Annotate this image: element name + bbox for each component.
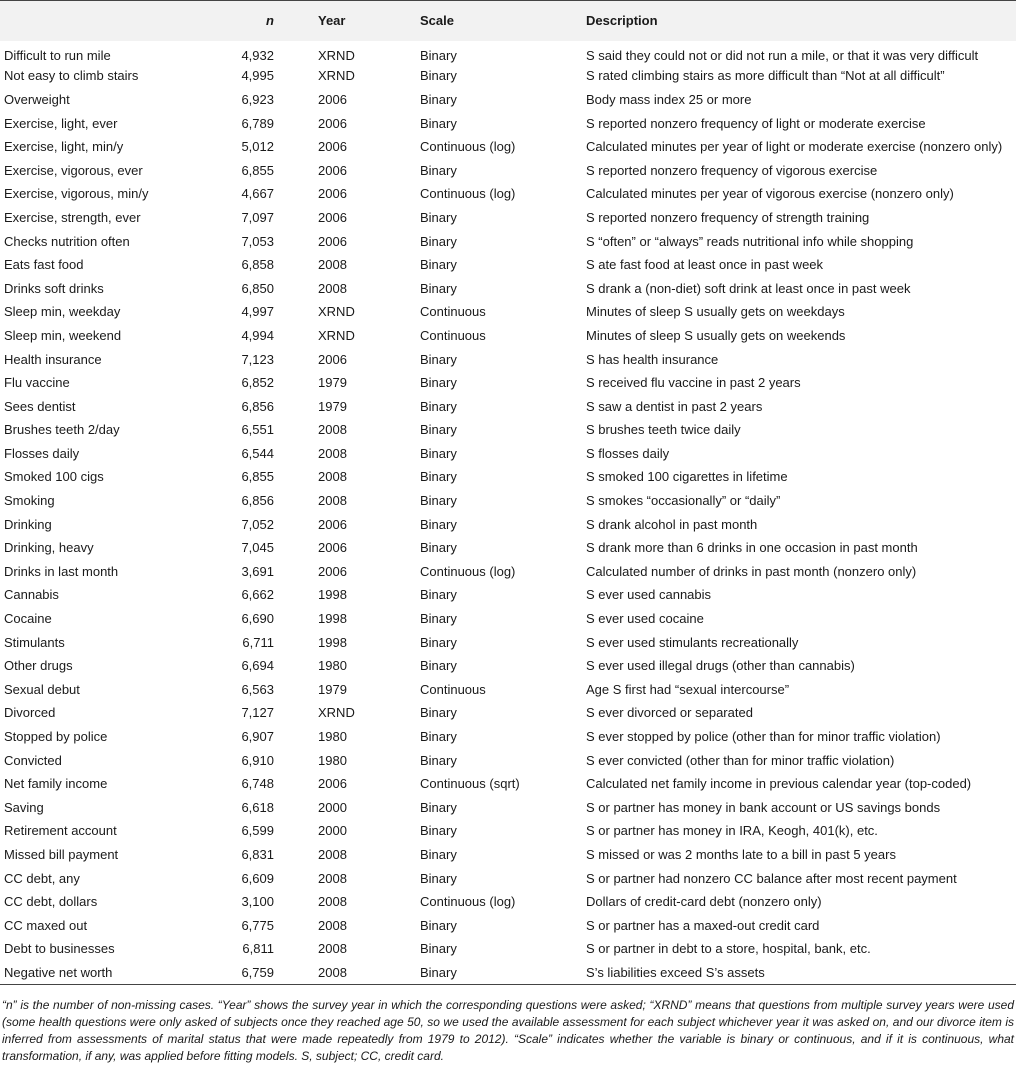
cell-scale: Binary	[420, 658, 457, 674]
table-row	[0, 111, 1016, 135]
cell-scale: Continuous	[420, 304, 486, 320]
cell-year: 2006	[318, 516, 347, 532]
cell-year: 2008	[318, 280, 347, 296]
cell-year: 1979	[318, 375, 347, 391]
table-row	[0, 937, 1016, 961]
cell-variable: Exercise, vigorous, min/y	[4, 186, 149, 202]
table-row	[0, 489, 1016, 513]
cell-n: 4,932	[241, 47, 274, 63]
cell-gap	[278, 961, 314, 985]
cell-scale: Continuous (log)	[420, 139, 516, 155]
cell-gap	[278, 229, 314, 253]
cell-year: 2006	[318, 162, 347, 178]
cell-scale: Continuous (sqrt)	[420, 776, 520, 792]
cell-year: 1979	[318, 681, 347, 697]
cell-gap	[278, 41, 314, 65]
table-row	[0, 418, 1016, 442]
table-row	[0, 88, 1016, 112]
cell-n: 6,775	[241, 917, 274, 933]
cell-n: 6,811	[242, 941, 274, 957]
cell-n: 6,855	[241, 469, 274, 485]
cell-scale: Binary	[420, 917, 457, 933]
cell-scale: Binary	[420, 493, 457, 509]
cell-variable: Net family income	[4, 776, 108, 792]
cell-year: 2006	[318, 563, 347, 579]
table-row	[0, 796, 1016, 820]
table-row	[0, 347, 1016, 371]
cell-n: 6,858	[241, 257, 274, 273]
cell-scale: Continuous (log)	[420, 563, 516, 579]
cell-gap	[278, 442, 314, 466]
table-row	[0, 961, 1016, 985]
cell-scale: Binary	[420, 587, 457, 603]
table-row	[0, 819, 1016, 843]
cell-n: 6,831	[241, 846, 274, 862]
table-row	[0, 182, 1016, 206]
table-row	[0, 64, 1016, 88]
cell-scale: Binary	[420, 964, 457, 980]
table-row	[0, 371, 1016, 395]
cell-gap	[278, 182, 314, 206]
cell-description: S ever used cocaine	[586, 611, 704, 627]
cell-description: S reported nonzero frequency of strength training	[586, 209, 870, 225]
table-row	[0, 772, 1016, 796]
cell-variable: Flu vaccine	[4, 375, 70, 391]
cell-gap	[278, 324, 314, 348]
cell-variable: Other drugs	[4, 658, 73, 674]
cell-variable: Drinking, heavy	[4, 540, 94, 556]
cell-year: 2008	[318, 964, 347, 980]
table-row	[0, 276, 1016, 300]
cell-scale: Binary	[420, 729, 457, 745]
cell-year: 1980	[318, 752, 347, 768]
cell-n: 4,995	[241, 68, 274, 84]
cell-description: S ever used illegal drugs (other than cannabis)	[586, 658, 855, 674]
cell-n: 3,100	[241, 894, 274, 910]
cell-n: 6,694	[241, 658, 274, 674]
cell-n: 6,544	[241, 445, 274, 461]
cell-year: 2008	[318, 493, 347, 509]
cell-n: 6,748	[241, 776, 274, 792]
cell-gap	[278, 654, 314, 678]
cell-n: 6,690	[241, 611, 274, 627]
table-row	[0, 654, 1016, 678]
cell-scale: Binary	[420, 257, 457, 273]
cell-gap	[278, 418, 314, 442]
cell-gap	[278, 135, 314, 159]
cell-year: XRND	[318, 68, 355, 84]
cell-year: 2006	[318, 91, 347, 107]
cell-gap	[278, 913, 314, 937]
cell-scale: Binary	[420, 115, 457, 131]
cell-variable: Saving	[4, 799, 44, 815]
cell-scale: Binary	[420, 375, 457, 391]
cell-gap	[278, 206, 314, 230]
cell-variable: Sexual debut	[4, 681, 80, 697]
cell-year: 2006	[318, 351, 347, 367]
cell-scale: Binary	[420, 846, 457, 862]
table-body	[0, 41, 1016, 985]
cell-gap	[278, 371, 314, 395]
cell-description: S “often” or “always” reads nutritional info while shopping	[586, 233, 914, 249]
cell-variable: Drinks soft drinks	[4, 280, 104, 296]
cell-description: S or partner has money in bank account or US savings bonds	[586, 799, 941, 815]
header-gap	[278, 1, 314, 41]
cell-description: S said they could not or did not run a mile, or that it was very difficult	[586, 47, 979, 63]
table-row	[0, 512, 1016, 536]
cell-description: S ever convicted (other than for minor traffic violation)	[586, 752, 895, 768]
cell-scale: Binary	[420, 68, 457, 84]
cell-n: 5,012	[241, 139, 274, 155]
cell-gap	[278, 748, 314, 772]
header-row	[0, 1, 1016, 41]
cell-variable: Difficult to run mile	[4, 47, 111, 63]
cell-n: 4,997	[241, 304, 274, 320]
cell-n: 4,994	[241, 327, 274, 343]
cell-year: 2006	[318, 186, 347, 202]
table-footnote: “n” is the number of non-missing cases. “Year” shows the survey year in which the corresponding questions were asked; “XRND” means that questions from multiple survey years were used (some health questions were only asked of subjects once they reached age 50, so we used the available assessment for each subject whichever year it was asked on, and our divorce item is inferred from assessments of marital status that were made repeatedly from 1979 to 2012). “Scale” indicates whether the variable is binary or continuous, and if it is continuous, what transformation, if any, was applied before fitting models. S, subject; CC, credit card.	[2, 998, 1014, 1063]
cell-description: S ever divorced or separated	[586, 705, 753, 721]
cell-description: Calculated minutes per year of light or moderate exercise (nonzero only)	[586, 139, 1003, 155]
header-year: Year	[318, 13, 346, 29]
cell-description: S drank more than 6 drinks in one occasion in past month	[586, 540, 918, 556]
cell-description: S saw a dentist in past 2 years	[586, 398, 763, 414]
cell-year: 2008	[318, 941, 347, 957]
cell-n: 6,599	[241, 823, 274, 839]
cell-gap	[278, 88, 314, 112]
cell-year: 1979	[318, 398, 347, 414]
cell-variable: Smoked 100 cigs	[4, 469, 104, 485]
cell-variable: CC debt, dollars	[4, 894, 98, 910]
cell-n: 6,850	[241, 280, 274, 296]
cell-gap	[278, 583, 314, 607]
cell-scale: Binary	[420, 823, 457, 839]
cell-gap	[278, 819, 314, 843]
cell-description: Minutes of sleep S usually gets on weekdays	[586, 304, 845, 320]
cell-scale: Binary	[420, 799, 457, 815]
cell-description: S or partner in debt to a store, hospital, bank, etc.	[586, 941, 871, 957]
cell-variable: Missed bill payment	[4, 846, 119, 862]
cell-year: 1980	[318, 729, 347, 745]
table-row	[0, 630, 1016, 654]
cell-variable: Exercise, light, min/y	[4, 139, 124, 155]
cell-variable: Stimulants	[4, 634, 65, 650]
cell-scale: Binary	[420, 752, 457, 768]
cell-variable: Sees dentist	[4, 398, 76, 414]
cell-gap	[278, 937, 314, 961]
cell-gap	[278, 536, 314, 560]
cell-scale: Continuous (log)	[420, 186, 516, 202]
cell-gap	[278, 630, 314, 654]
cell-description: S received flu vaccine in past 2 years	[586, 375, 801, 391]
cell-n: 7,052	[241, 516, 274, 532]
cell-scale: Binary	[420, 941, 457, 957]
cell-description: Calculated number of drinks in past month (nonzero only)	[586, 563, 917, 579]
cell-n: 6,856	[241, 493, 274, 509]
table-row	[0, 394, 1016, 418]
table-row	[0, 324, 1016, 348]
table-row	[0, 253, 1016, 277]
cell-year: 2006	[318, 209, 347, 225]
cell-n: 6,923	[241, 91, 274, 107]
cell-n: 6,856	[241, 398, 274, 414]
cell-gap	[278, 394, 314, 418]
cell-n: 6,789	[241, 115, 274, 131]
cell-scale: Binary	[420, 870, 457, 886]
cell-scale: Binary	[420, 469, 457, 485]
cell-variable: Health insurance	[4, 351, 102, 367]
cell-gap	[278, 347, 314, 371]
cell-description: S smoked 100 cigarettes in lifetime	[586, 469, 788, 485]
cell-variable: Exercise, strength, ever	[4, 209, 141, 225]
cell-scale: Binary	[420, 91, 457, 107]
cell-year: 1998	[318, 634, 347, 650]
cell-gap	[278, 866, 314, 890]
table-row	[0, 866, 1016, 890]
cell-variable: Not easy to climb stairs	[4, 68, 139, 84]
cell-variable: CC maxed out	[4, 917, 88, 933]
cell-year: 2000	[318, 823, 347, 839]
cell-description: S ever used cannabis	[586, 587, 712, 603]
cell-description: S smokes “occasionally” or “daily”	[586, 493, 781, 509]
cell-scale: Binary	[420, 233, 457, 249]
table-row	[0, 229, 1016, 253]
cell-variable: Retirement account	[4, 823, 117, 839]
cell-year: 2006	[318, 233, 347, 249]
cell-year: 2008	[318, 846, 347, 862]
cell-variable: Exercise, light, ever	[4, 115, 118, 131]
cell-scale: Binary	[420, 280, 457, 296]
cell-n: 6,551	[241, 422, 274, 438]
cell-description: S missed or was 2 months late to a bill in past 5 years	[586, 846, 896, 862]
cell-year: 2008	[318, 894, 347, 910]
cell-year: 2008	[318, 870, 347, 886]
cell-description: S reported nonzero frequency of light or moderate exercise	[586, 115, 926, 131]
cell-description: S ate fast food at least once in past week	[586, 257, 824, 273]
cell-description: S flosses daily	[586, 445, 670, 461]
cell-year: 1998	[318, 611, 347, 627]
cell-year: 2008	[318, 445, 347, 461]
cell-n: 6,711	[242, 634, 274, 650]
cell-variable: Exercise, vigorous, ever	[4, 162, 143, 178]
cell-gap	[278, 64, 314, 88]
cell-description: Minutes of sleep S usually gets on weekends	[586, 327, 846, 343]
cell-year: 2008	[318, 422, 347, 438]
table-row	[0, 701, 1016, 725]
cell-gap	[278, 890, 314, 914]
cell-description: S ever used stimulants recreationally	[586, 634, 799, 650]
cell-variable: Drinking	[4, 516, 52, 532]
header-n: n	[266, 13, 274, 29]
cell-n: 6,662	[241, 587, 274, 603]
table-row	[0, 206, 1016, 230]
table-row	[0, 158, 1016, 182]
cell-n: 7,123	[241, 351, 274, 367]
cell-variable: Flosses daily	[4, 445, 80, 461]
table-row	[0, 913, 1016, 937]
cell-n: 3,691	[241, 563, 274, 579]
cell-description: S or partner has a maxed-out credit card	[586, 917, 820, 933]
cell-description: Age S first had “sexual intercourse”	[586, 681, 790, 697]
cell-scale: Binary	[420, 398, 457, 414]
cell-description: Calculated net family income in previous calendar year (top-coded)	[586, 776, 972, 792]
cell-variable: Cocaine	[4, 611, 52, 627]
cell-variable: Sleep min, weekend	[4, 327, 122, 343]
cell-gap	[278, 843, 314, 867]
cell-variable: Negative net worth	[4, 964, 113, 980]
table-row	[0, 300, 1016, 324]
cell-n: 6,609	[241, 870, 274, 886]
cell-n: 6,759	[241, 964, 274, 980]
cell-description: S rated climbing stairs as more difficult than “Not at all difficult”	[586, 68, 945, 84]
cell-variable: CC debt, any	[4, 870, 80, 886]
cell-year: 2006	[318, 139, 347, 155]
cell-scale: Binary	[420, 634, 457, 650]
cell-gap	[278, 111, 314, 135]
cell-gap	[278, 300, 314, 324]
cell-gap	[278, 607, 314, 631]
cell-variable: Overweight	[4, 91, 70, 107]
cell-scale: Continuous (log)	[420, 894, 516, 910]
cell-variable: Debt to businesses	[4, 941, 115, 957]
cell-scale: Binary	[420, 47, 457, 63]
cell-year: 1998	[318, 587, 347, 603]
cell-gap	[278, 678, 314, 702]
header-description: Description	[586, 13, 658, 29]
cell-scale: Binary	[420, 705, 457, 721]
cell-year: 2006	[318, 115, 347, 131]
cell-variable: Drinks in last month	[4, 563, 119, 579]
cell-scale: Binary	[420, 351, 457, 367]
table-row	[0, 442, 1016, 466]
cell-n: 7,053	[241, 233, 274, 249]
table-row	[0, 583, 1016, 607]
cell-scale: Binary	[420, 162, 457, 178]
cell-gap	[278, 725, 314, 749]
cell-year: XRND	[318, 304, 355, 320]
cell-year: 2008	[318, 917, 347, 933]
cell-variable: Smoking	[4, 493, 55, 509]
cell-n: 6,907	[241, 729, 274, 745]
cell-description: S has health insurance	[586, 351, 719, 367]
cell-n: 6,855	[241, 162, 274, 178]
cell-n: 7,097	[241, 209, 274, 225]
table-row	[0, 748, 1016, 772]
cell-gap	[278, 560, 314, 584]
cell-description: S brushes teeth twice daily	[586, 422, 741, 438]
cell-gap	[278, 701, 314, 725]
cell-gap	[278, 772, 314, 796]
cell-gap	[278, 512, 314, 536]
table-row	[0, 560, 1016, 584]
cell-year: 2000	[318, 799, 347, 815]
cell-scale: Continuous	[420, 681, 486, 697]
cell-description: Dollars of credit-card debt (nonzero only)	[586, 894, 822, 910]
cell-variable: Convicted	[4, 752, 62, 768]
cell-scale: Binary	[420, 540, 457, 556]
cell-gap	[278, 253, 314, 277]
cell-variable: Divorced	[4, 705, 56, 721]
table-row	[0, 41, 1016, 65]
cell-year: 2008	[318, 257, 347, 273]
cell-description: S ever stopped by police (other than for minor traffic violation)	[586, 729, 941, 745]
cell-n: 6,852	[241, 375, 274, 391]
cell-year: XRND	[318, 47, 355, 63]
header-variable	[0, 1, 224, 41]
table-row	[0, 843, 1016, 867]
cell-variable: Checks nutrition often	[4, 233, 130, 249]
cell-n: 6,563	[241, 681, 274, 697]
table-header	[0, 1, 1016, 41]
cell-scale: Binary	[420, 422, 457, 438]
table-row	[0, 135, 1016, 159]
header-scale: Scale	[420, 13, 454, 29]
cell-variable: Cannabis	[4, 587, 59, 603]
cell-scale: Binary	[420, 516, 457, 532]
cell-gap	[278, 796, 314, 820]
table-row	[0, 725, 1016, 749]
table-row	[0, 536, 1016, 560]
cell-n: 6,910	[241, 752, 274, 768]
cell-description: Calculated minutes per year of vigorous exercise (nonzero only)	[586, 186, 954, 202]
table-row	[0, 465, 1016, 489]
cell-year: 1980	[318, 658, 347, 674]
cell-n: 6,618	[241, 799, 274, 815]
cell-description: S reported nonzero frequency of vigorous exercise	[586, 162, 878, 178]
cell-variable: Eats fast food	[4, 257, 84, 273]
cell-scale: Binary	[420, 611, 457, 627]
cell-scale: Continuous	[420, 327, 486, 343]
table-row	[0, 890, 1016, 914]
cell-variable: Sleep min, weekday	[4, 304, 121, 320]
table-row	[0, 678, 1016, 702]
cell-year: 2006	[318, 540, 347, 556]
cell-scale: Binary	[420, 445, 457, 461]
cell-year: 2008	[318, 469, 347, 485]
cell-n: 7,045	[241, 540, 274, 556]
cell-year: XRND	[318, 705, 355, 721]
cell-description: S or partner had nonzero CC balance after most recent payment	[586, 870, 957, 886]
cell-year: XRND	[318, 327, 355, 343]
cell-variable: Stopped by police	[4, 729, 108, 745]
cell-gap	[278, 489, 314, 513]
cell-gap	[278, 276, 314, 300]
cell-scale: Binary	[420, 209, 457, 225]
cell-description: Body mass index 25 or more	[586, 91, 752, 107]
cell-year: 2006	[318, 776, 347, 792]
table-row	[0, 607, 1016, 631]
cell-description: S drank alcohol in past month	[586, 516, 758, 532]
cell-description: S drank a (non-diet) soft drink at least once in past week	[586, 280, 911, 296]
cell-n: 7,127	[241, 705, 274, 721]
cell-n: 4,667	[241, 186, 274, 202]
cell-gap	[278, 158, 314, 182]
cell-description: S or partner has money in IRA, Keogh, 401(k), etc.	[586, 823, 878, 839]
cell-gap	[278, 465, 314, 489]
cell-description: S’s liabilities exceed S’s assets	[586, 964, 765, 980]
cell-variable: Brushes teeth 2/day	[4, 422, 120, 438]
